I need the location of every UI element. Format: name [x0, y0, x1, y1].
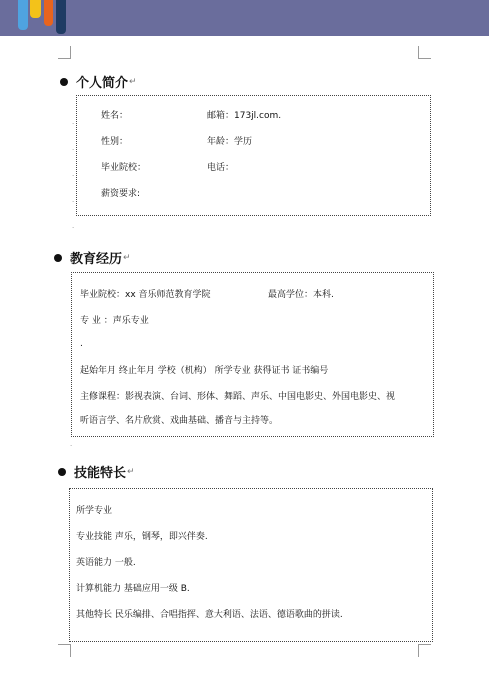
bullet-icon [60, 78, 68, 86]
stripe-orange [44, 0, 53, 26]
para-mark: . [72, 196, 75, 204]
profile-heading[interactable] [60, 72, 137, 91]
profile-phone-label: 电话： [207, 163, 235, 173]
skills-title: 技能特长 [74, 466, 127, 481]
education-heading[interactable] [54, 248, 131, 267]
education-major: 专 业 ：声乐专业 [80, 316, 149, 326]
header-band [0, 0, 489, 36]
page-corner-bottom-left [58, 644, 71, 657]
skills-box[interactable] [69, 488, 433, 642]
education-box[interactable] [71, 272, 434, 437]
profile-school-label: 毕业院校： [101, 163, 147, 173]
profile-salary-label: 薪资要求: [101, 189, 141, 199]
stripe-blue [18, 0, 28, 30]
stripe-navy [56, 0, 66, 34]
skills-english: 英语能力 一般. [76, 558, 136, 568]
profile-gender-label: 性别： [101, 137, 129, 147]
bullet-icon [58, 468, 66, 476]
bullet-icon [54, 254, 62, 262]
profile-box[interactable] [76, 95, 431, 216]
education-courses-line-2: 听语言学、名片欣赏、戏曲基础、播音与主持等。 [80, 416, 279, 426]
profile-title: 个人简介 [76, 76, 129, 91]
return-mark: ↵ [127, 466, 135, 477]
para-mark: . [72, 144, 75, 152]
profile-age-label: 年龄：学历 [207, 137, 253, 147]
profile-name-label: 姓名： [101, 111, 129, 121]
skills-other: 其他特长 民乐编排、合唱指挥、意大利语、法语、德语歌曲的拼读. [76, 610, 343, 620]
return-mark: ↵ [129, 76, 137, 87]
page-corner-top-right [418, 46, 431, 59]
education-table-header: 起始年月 终止年月 学校（机构） 所学专业 获得证书 证书编号 [80, 366, 329, 376]
education-courses-line-1: 主修课程：影视表演、台词、形体、舞蹈、声乐、中国电影史、外国电影史、视 [80, 392, 396, 402]
skills-professional: 专业技能 声乐，钢琴，即兴伴奏. [76, 532, 208, 542]
stripe-yellow [30, 0, 41, 18]
para-mark: . [72, 118, 75, 126]
skills-heading[interactable] [58, 462, 135, 481]
profile-email-label: 邮箱：173jl.com. [207, 111, 282, 121]
para-mark: . [70, 440, 73, 448]
skills-major: 所学专业 [76, 506, 113, 516]
return-mark: ↵ [123, 252, 131, 263]
para-mark: . [80, 339, 83, 349]
page-corner-bottom-right [418, 644, 431, 657]
education-degree: 最高学位：本科. [268, 290, 334, 300]
page-corner-top-left [58, 46, 71, 59]
skills-computer: 计算机能力 基础应用一级 B. [76, 584, 190, 594]
para-mark: . [72, 170, 75, 178]
education-school: 毕业院校：xx 音乐师范教育学院 [80, 290, 211, 300]
para-mark: . [72, 222, 75, 230]
education-title: 教育经历 [70, 252, 123, 267]
